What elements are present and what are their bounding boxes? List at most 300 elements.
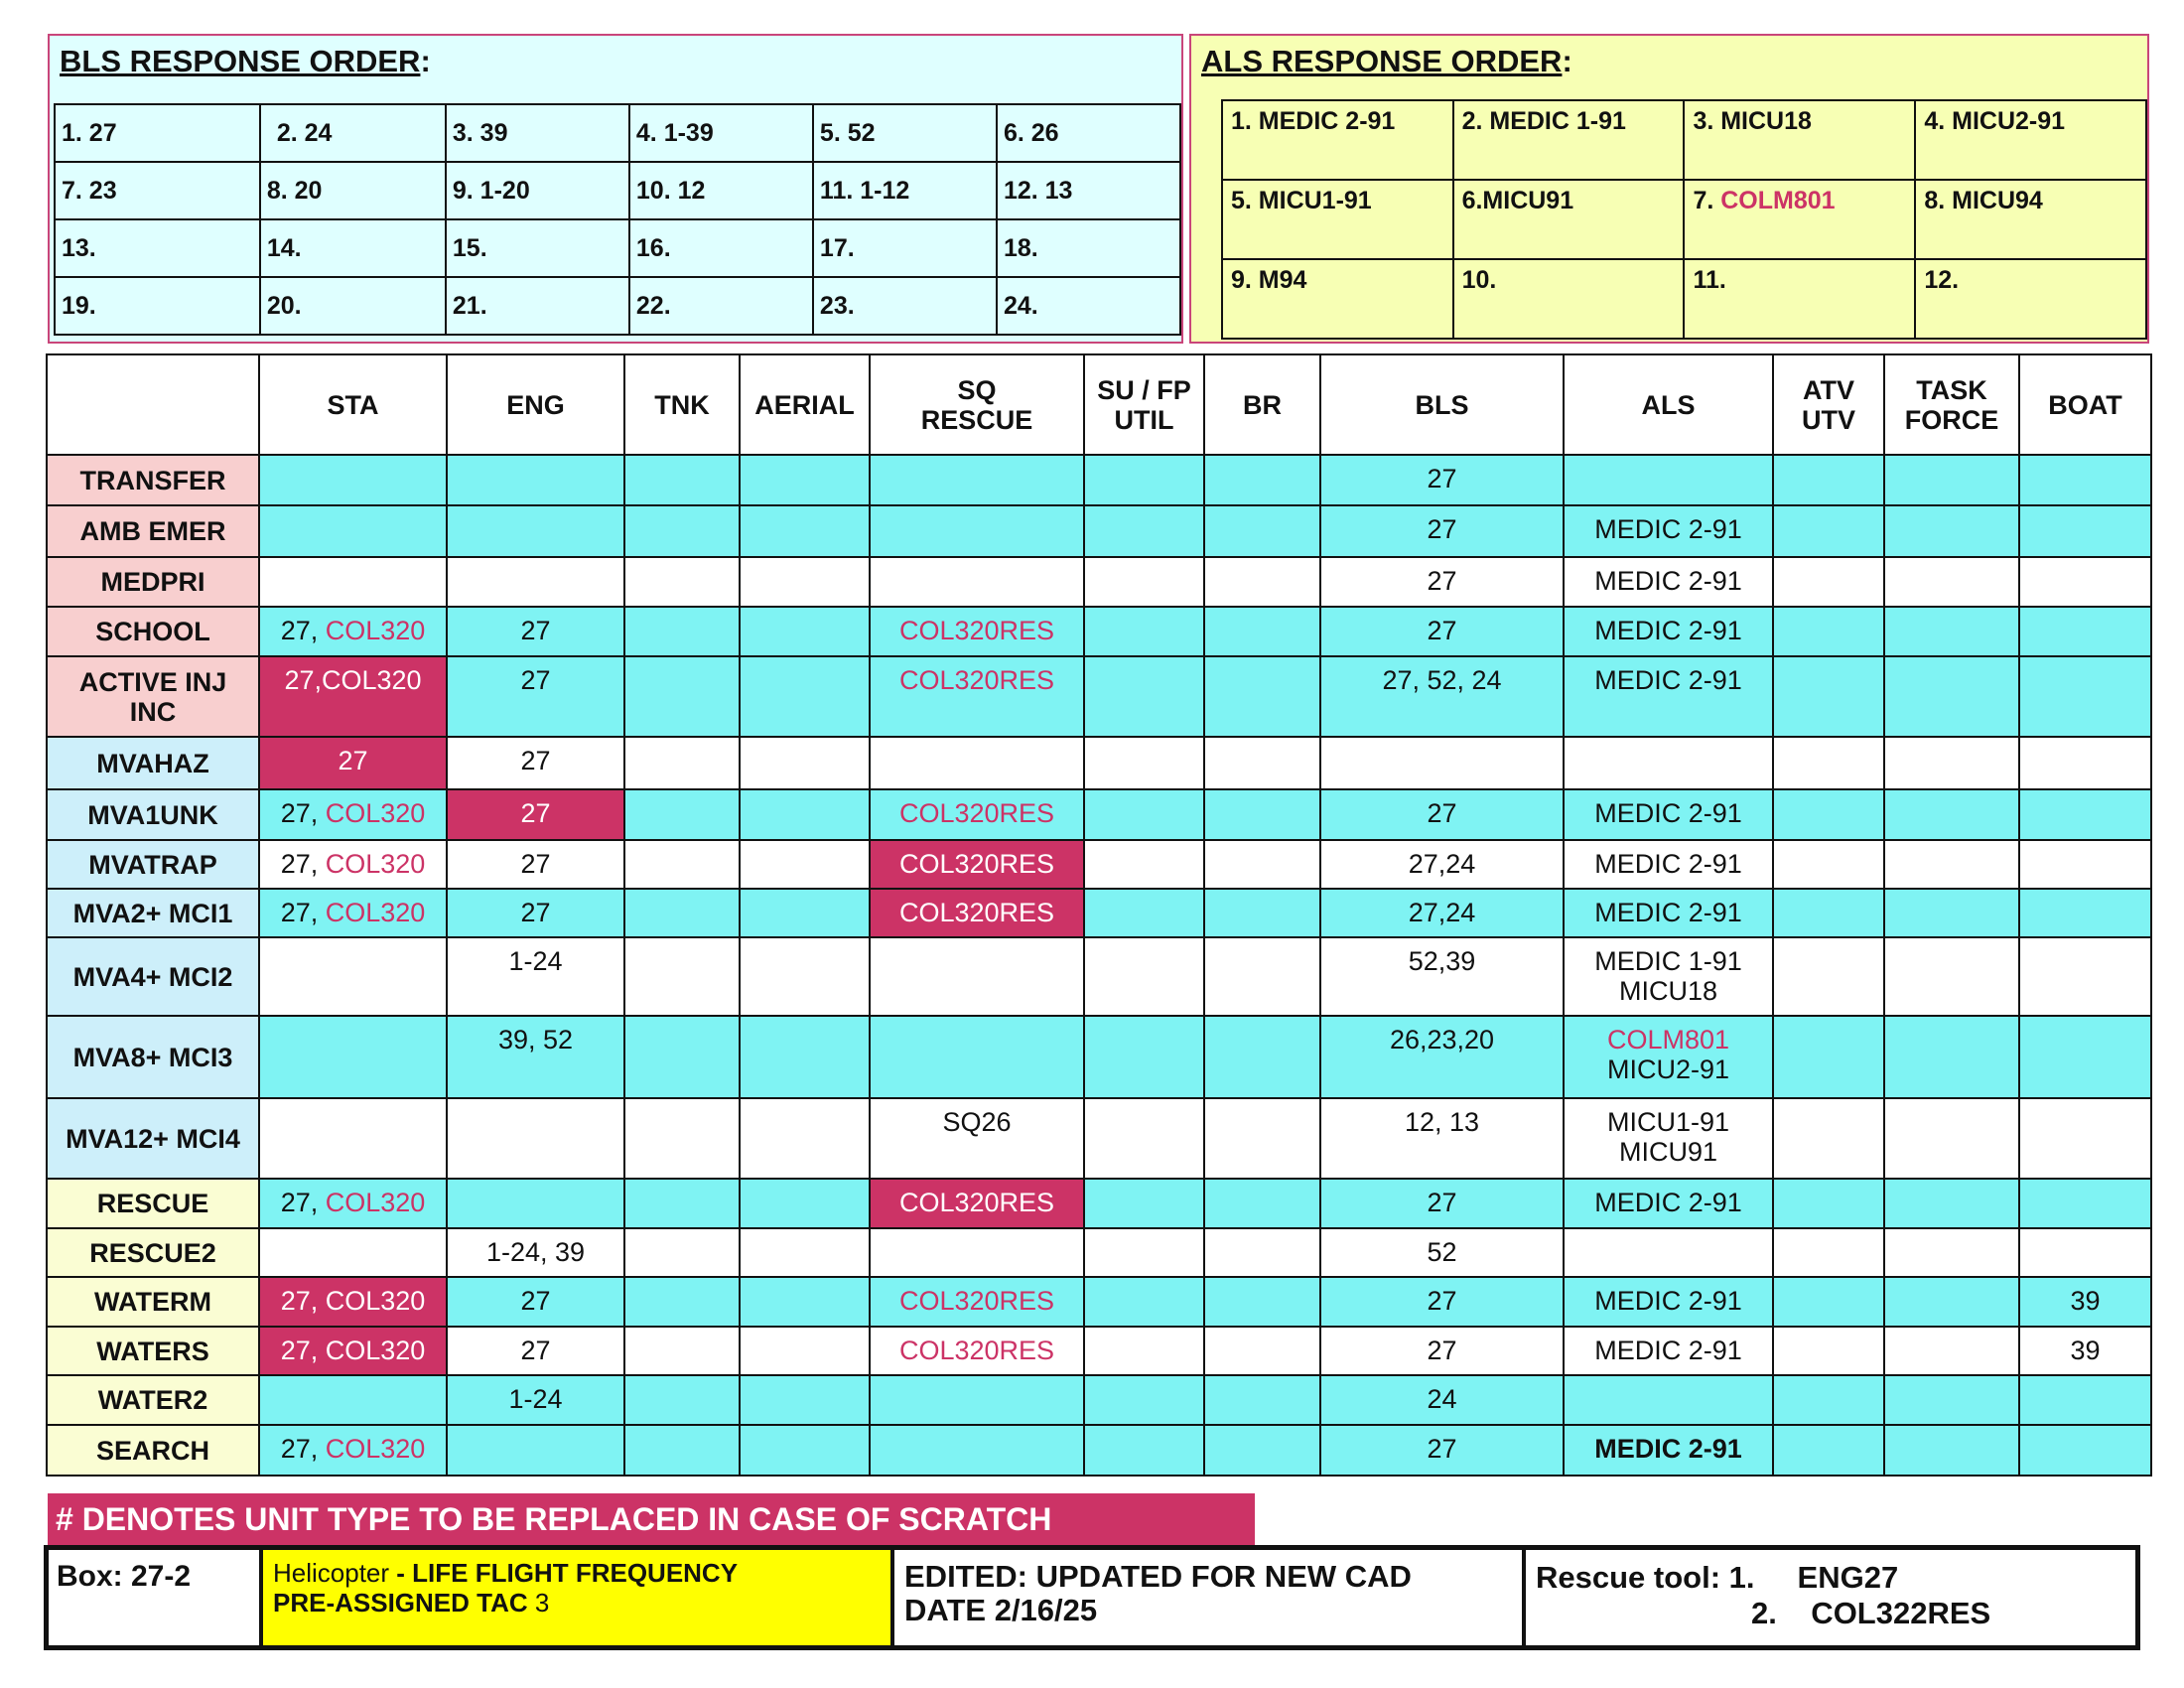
cell — [1084, 1179, 1204, 1228]
cell — [624, 1228, 740, 1277]
cell — [624, 1327, 740, 1375]
cell — [2019, 937, 2151, 1016]
header-eng: ENG — [447, 354, 624, 455]
cell-bls: 27 — [1320, 505, 1564, 557]
cell — [1773, 1277, 1884, 1327]
cell — [1204, 505, 1320, 557]
cell-als: MEDIC 2-91 — [1564, 789, 1773, 840]
row-label: AMB EMER — [47, 505, 259, 557]
cell — [1204, 840, 1320, 889]
cell — [1084, 1228, 1204, 1277]
cell-sta: 27 — [259, 737, 447, 789]
table-row — [47, 505, 2151, 557]
cell — [2019, 1098, 2151, 1179]
cell — [1773, 1228, 1884, 1277]
als-order-cell: 4. MICU2-91 — [1915, 100, 2146, 180]
cell-als: MEDIC 2-91 — [1564, 557, 1773, 607]
cell-sq: COL320RES — [870, 840, 1084, 889]
cell — [1773, 889, 1884, 937]
cell-als: MEDIC 2-91 — [1564, 840, 1773, 889]
cell — [1204, 1425, 1320, 1476]
cell — [1084, 1425, 1204, 1476]
cell — [1204, 1228, 1320, 1277]
cell-eng: 27 — [447, 737, 624, 789]
cell — [740, 1228, 870, 1277]
cell — [1084, 1327, 1204, 1375]
row-label: MVA4+ MCI2 — [47, 937, 259, 1016]
cell — [1564, 455, 1773, 505]
cell — [624, 889, 740, 937]
row-label: WATERM — [47, 1277, 259, 1327]
table-row — [47, 889, 2151, 937]
cell — [1773, 789, 1884, 840]
cell-als: MEDIC 2-91 — [1564, 505, 1773, 557]
bls-order-cell: 3. 39 — [446, 104, 629, 162]
bls-order-cell: 15. — [446, 219, 629, 277]
bls-order-cell: 16. — [629, 219, 813, 277]
cell — [1084, 1016, 1204, 1098]
cell-eng: 27 — [447, 840, 624, 889]
cell — [2019, 1016, 2151, 1098]
cell-sq: COL320RES — [870, 656, 1084, 737]
row-label: WATERS — [47, 1327, 259, 1375]
cell — [2019, 789, 2151, 840]
footer-info-bar — [44, 1545, 2140, 1650]
header-bls: BLS — [1320, 354, 1564, 455]
cell-bls: 27 — [1320, 455, 1564, 505]
cell-bls: 27 — [1320, 607, 1564, 656]
cell — [740, 889, 870, 937]
cell — [1884, 889, 2019, 937]
cell — [447, 1425, 624, 1476]
cell-als: COLM801 MICU2-91 — [1564, 1016, 1773, 1098]
cell — [1773, 737, 1884, 789]
cell — [1773, 1425, 1884, 1476]
cell-bls: 27 — [1320, 1327, 1564, 1375]
cell-bls: 52,39 — [1320, 937, 1564, 1016]
cell — [447, 455, 624, 505]
cell — [1204, 455, 1320, 505]
header-br: BR — [1204, 354, 1320, 455]
bls-order-cell: 22. — [629, 277, 813, 335]
als-order-cell: 12. — [1915, 259, 2146, 339]
bls-order-cell: 10. 12 — [629, 162, 813, 219]
als-order-cell: 2. MEDIC 1-91 — [1453, 100, 1685, 180]
als-response-order-panel — [1189, 34, 2149, 344]
cell — [1884, 656, 2019, 737]
als-order-cell: 7. COLM801 — [1684, 180, 1915, 259]
bls-order-grid — [54, 103, 1181, 336]
cell — [259, 1375, 447, 1425]
cell — [740, 1425, 870, 1476]
bls-order-cell: 5. 52 — [813, 104, 997, 162]
row-label: MEDPRI — [47, 557, 259, 607]
cell — [259, 557, 447, 607]
cell-sq: SQ26 — [870, 1098, 1084, 1179]
cell-bls: 52 — [1320, 1228, 1564, 1277]
header-aerial: AERIAL — [740, 354, 870, 455]
cell — [870, 1016, 1084, 1098]
cell — [1884, 737, 2019, 789]
als-order-cell: 5. MICU1-91 — [1222, 180, 1453, 259]
bls-order-cell: 20. — [260, 277, 446, 335]
als-order-cell: 8. MICU94 — [1915, 180, 2146, 259]
cell — [1564, 737, 1773, 789]
table-row — [47, 1327, 2151, 1375]
header-als: ALS — [1564, 354, 1773, 455]
cell-als: MEDIC 1-91 MICU18 — [1564, 937, 1773, 1016]
cell — [624, 607, 740, 656]
cell — [1884, 1228, 2019, 1277]
scratch-note-banner: # DENOTES UNIT TYPE TO BE REPLACED IN CASE OF SCRATCH — [48, 1493, 1255, 1545]
cell — [740, 1375, 870, 1425]
cell — [1204, 1277, 1320, 1327]
row-label: MVA12+ MCI4 — [47, 1098, 259, 1179]
bls-order-cell: 6. 26 — [997, 104, 1180, 162]
cell-sta: 27, COL320 — [259, 1179, 447, 1228]
cell — [1204, 1375, 1320, 1425]
cell — [2019, 455, 2151, 505]
cell — [870, 455, 1084, 505]
row-label: MVA8+ MCI3 — [47, 1016, 259, 1098]
cell — [1773, 455, 1884, 505]
cell — [624, 557, 740, 607]
cell — [740, 607, 870, 656]
cell — [740, 1016, 870, 1098]
table-row — [47, 1179, 2151, 1228]
cell — [2019, 505, 2151, 557]
cell — [624, 789, 740, 840]
cell-boat: 39 — [2019, 1277, 2151, 1327]
cell — [1884, 840, 2019, 889]
row-label: TRANSFER — [47, 455, 259, 505]
cell-sq: COL320RES — [870, 1327, 1084, 1375]
als-order-cell: 3. MICU18 — [1684, 100, 1915, 180]
table-row — [47, 607, 2151, 656]
bls-title: BLS RESPONSE ORDER: — [60, 44, 431, 78]
cell — [624, 937, 740, 1016]
cell — [2019, 1228, 2151, 1277]
row-label: MVA2+ MCI1 — [47, 889, 259, 937]
cell — [2019, 840, 2151, 889]
cell — [1204, 737, 1320, 789]
cell — [1084, 607, 1204, 656]
header-sta: STA — [259, 354, 447, 455]
helicopter-info: Helicopter - LIFE FLIGHT FREQUENCY PRE-ASSIGNED TAC 3 — [263, 1550, 894, 1645]
cell — [1564, 1228, 1773, 1277]
cell — [1204, 1098, 1320, 1179]
cell — [624, 840, 740, 889]
cell — [624, 1375, 740, 1425]
table-row — [47, 557, 2151, 607]
cell — [740, 1327, 870, 1375]
header-su-fp-util: SU / FP UTIL — [1084, 354, 1204, 455]
cell — [1773, 840, 1884, 889]
cell — [870, 505, 1084, 557]
rescue-tool-info: Rescue tool: 1. ENG27 2. COL322RES — [1536, 1560, 1991, 1630]
table-row — [47, 840, 2151, 889]
table-row — [47, 1016, 2151, 1098]
cell — [1084, 505, 1204, 557]
cell — [1773, 937, 1884, 1016]
bls-order-cell: 8. 20 — [260, 162, 446, 219]
cell-bls: 27 — [1320, 1179, 1564, 1228]
cell-boat: 39 — [2019, 1327, 2151, 1375]
cell — [1084, 1098, 1204, 1179]
cell — [1884, 455, 2019, 505]
als-order-cell: 9. M94 — [1222, 259, 1453, 339]
cell-als: MEDIC 2-91 — [1564, 656, 1773, 737]
cell-bls: 27,24 — [1320, 889, 1564, 937]
cell — [1884, 505, 2019, 557]
cell — [259, 937, 447, 1016]
cell — [1884, 789, 2019, 840]
als-order-cell: 10. — [1453, 259, 1685, 339]
cell — [1204, 607, 1320, 656]
header-row — [47, 354, 2151, 455]
cell — [1884, 1375, 2019, 1425]
cell — [1320, 737, 1564, 789]
cell — [1204, 557, 1320, 607]
table-row — [47, 789, 2151, 840]
row-label: MVATRAP — [47, 840, 259, 889]
bls-order-cell: 19. — [55, 277, 260, 335]
cell-eng: 27 — [447, 607, 624, 656]
cell — [740, 840, 870, 889]
cell-als: MEDIC 2-91 — [1564, 889, 1773, 937]
box-number: Box: 27-2 — [49, 1550, 263, 1645]
cell — [870, 1375, 1084, 1425]
cell — [740, 789, 870, 840]
cell — [1773, 656, 1884, 737]
bls-order-cell: 24. — [997, 277, 1180, 335]
cell-sta: 27, COL320 — [259, 607, 447, 656]
table-row — [47, 1277, 2151, 1327]
bls-order-cell: 1. 27 — [55, 104, 260, 162]
cell — [1773, 1016, 1884, 1098]
cell — [2019, 737, 2151, 789]
bls-order-cell: 18. — [997, 219, 1180, 277]
cell-sta: 27, COL320 — [259, 889, 447, 937]
cell — [740, 557, 870, 607]
als-order-cell: 6.MICU91 — [1453, 180, 1685, 259]
cell — [624, 455, 740, 505]
cell-sq: COL320RES — [870, 1277, 1084, 1327]
cell-bls: 27,24 — [1320, 840, 1564, 889]
cell — [1204, 656, 1320, 737]
cell-eng: 27 — [447, 789, 624, 840]
cell — [1084, 840, 1204, 889]
row-label: MVAHAZ — [47, 737, 259, 789]
cell — [2019, 1375, 2151, 1425]
header-boat: BOAT — [2019, 354, 2151, 455]
cell — [1884, 1179, 2019, 1228]
bls-order-cell: 11. 1-12 — [813, 162, 997, 219]
cell — [740, 656, 870, 737]
als-order-grid — [1221, 99, 2147, 340]
cell — [1884, 1327, 2019, 1375]
cell — [1084, 656, 1204, 737]
bls-order-cell: 14. — [260, 219, 446, 277]
cell — [1084, 1375, 1204, 1425]
cell — [1204, 1179, 1320, 1228]
cell — [259, 505, 447, 557]
row-label: SCHOOL — [47, 607, 259, 656]
cell-bls: 12, 13 — [1320, 1098, 1564, 1179]
table-row — [47, 1228, 2151, 1277]
header-task-force: TASK FORCE — [1884, 354, 2019, 455]
cell — [2019, 557, 2151, 607]
cell — [870, 737, 1084, 789]
cell — [1773, 1179, 1884, 1228]
cell-sta: 27, COL320 — [259, 1277, 447, 1327]
cell-sta: 27, COL320 — [259, 840, 447, 889]
cell — [1204, 1327, 1320, 1375]
row-label: RESCUE — [47, 1179, 259, 1228]
cell-sq: COL320RES — [870, 789, 1084, 840]
cell-bls: 27, 52, 24 — [1320, 656, 1564, 737]
table-row — [47, 656, 2151, 737]
als-order-cell: 11. — [1684, 259, 1915, 339]
cell — [1884, 607, 2019, 656]
cell — [740, 737, 870, 789]
cell — [1204, 889, 1320, 937]
cell — [2019, 607, 2151, 656]
cell — [740, 1277, 870, 1327]
cell — [870, 1228, 1084, 1277]
cell-eng: 1-24 — [447, 1375, 624, 1425]
cell-sta: 27,COL320 — [259, 656, 447, 737]
cell-bls: 27 — [1320, 1277, 1564, 1327]
cell-sta: 27, COL320 — [259, 789, 447, 840]
cell — [2019, 1179, 2151, 1228]
cell — [447, 1179, 624, 1228]
row-label: MVA1UNK — [47, 789, 259, 840]
cell-bls: 26,23,20 — [1320, 1016, 1564, 1098]
cell-als: MEDIC 2-91 — [1564, 607, 1773, 656]
header-tnk: TNK — [624, 354, 740, 455]
header-sq-rescue: SQ RESCUE — [870, 354, 1084, 455]
header-blank — [47, 354, 259, 455]
table-row — [47, 937, 2151, 1016]
bls-order-cell: 17. — [813, 219, 997, 277]
cell-sq: COL320RES — [870, 1179, 1084, 1228]
cell-eng: 27 — [447, 889, 624, 937]
cell-eng: 27 — [447, 1327, 624, 1375]
cell — [740, 455, 870, 505]
cell-eng: 1-24, 39 — [447, 1228, 624, 1277]
cell — [1773, 505, 1884, 557]
table-row — [47, 1425, 2151, 1476]
cell-sta: 27, COL320 — [259, 1327, 447, 1375]
table-row — [47, 737, 2151, 789]
row-label: RESCUE2 — [47, 1228, 259, 1277]
cell-sq: COL320RES — [870, 889, 1084, 937]
table-row — [47, 455, 2151, 505]
cell — [870, 557, 1084, 607]
cell — [624, 505, 740, 557]
als-highlight-unit: COLM801 — [1720, 187, 1836, 214]
row-label: ACTIVE INJ INC — [47, 656, 259, 737]
bls-order-cell: 21. — [446, 277, 629, 335]
cell — [2019, 889, 2151, 937]
cell-bls: 27 — [1320, 557, 1564, 607]
cell-bls: 27 — [1320, 1425, 1564, 1476]
cell — [1884, 937, 2019, 1016]
cell — [1084, 937, 1204, 1016]
bls-order-cell: 9. 1-20 — [446, 162, 629, 219]
table-row — [47, 1098, 2151, 1179]
cell-bls: 24 — [1320, 1375, 1564, 1425]
cell — [1884, 1098, 2019, 1179]
row-label: SEARCH — [47, 1425, 259, 1476]
cell — [259, 1016, 447, 1098]
cell — [1084, 557, 1204, 607]
bls-order-cell: 2. 24 — [260, 104, 446, 162]
cell — [1884, 1425, 2019, 1476]
edit-info: EDITED: UPDATED FOR NEW CAD DATE 2/16/25 — [894, 1550, 1526, 1645]
cell — [447, 505, 624, 557]
cell-eng: 39, 52 — [447, 1016, 624, 1098]
cell — [624, 1098, 740, 1179]
cell — [1884, 1016, 2019, 1098]
cell — [1564, 1375, 1773, 1425]
cell — [1773, 1375, 1884, 1425]
table-row — [47, 1375, 2151, 1425]
cell — [740, 505, 870, 557]
cell — [624, 1016, 740, 1098]
cell — [259, 1098, 447, 1179]
cell — [1084, 889, 1204, 937]
row-label: WATER2 — [47, 1375, 259, 1425]
cell — [1084, 1277, 1204, 1327]
bls-response-order-panel — [48, 34, 1183, 344]
cell — [1084, 789, 1204, 840]
cell — [1884, 1277, 2019, 1327]
cell — [1084, 455, 1204, 505]
cell-eng: 27 — [447, 656, 624, 737]
cell-eng: 27 — [447, 1277, 624, 1327]
cell — [870, 1425, 1084, 1476]
cell — [624, 656, 740, 737]
cell — [740, 1098, 870, 1179]
cell — [1204, 937, 1320, 1016]
cell — [1773, 1098, 1884, 1179]
cell — [1204, 789, 1320, 840]
cell-als: MEDIC 2-91 — [1564, 1327, 1773, 1375]
cell — [1773, 607, 1884, 656]
cell — [447, 1098, 624, 1179]
cell-sta: 27, COL320 — [259, 1425, 447, 1476]
cell — [624, 1277, 740, 1327]
cell — [624, 737, 740, 789]
cell — [2019, 656, 2151, 737]
cell-als: MEDIC 2-91 — [1564, 1277, 1773, 1327]
cell-als: MEDIC 2-91 — [1564, 1179, 1773, 1228]
cell — [624, 1179, 740, 1228]
bls-order-cell: 12. 13 — [997, 162, 1180, 219]
bls-order-cell: 7. 23 — [55, 162, 260, 219]
cell — [1084, 737, 1204, 789]
bls-order-cell: 23. — [813, 277, 997, 335]
cell — [740, 937, 870, 1016]
cell-eng: 1-24 — [447, 937, 624, 1016]
cell — [2019, 1425, 2151, 1476]
cell — [1884, 557, 2019, 607]
header-atv-utv: ATV UTV — [1773, 354, 1884, 455]
cell — [740, 1179, 870, 1228]
cell-als: MEDIC 2-91 — [1564, 1425, 1773, 1476]
